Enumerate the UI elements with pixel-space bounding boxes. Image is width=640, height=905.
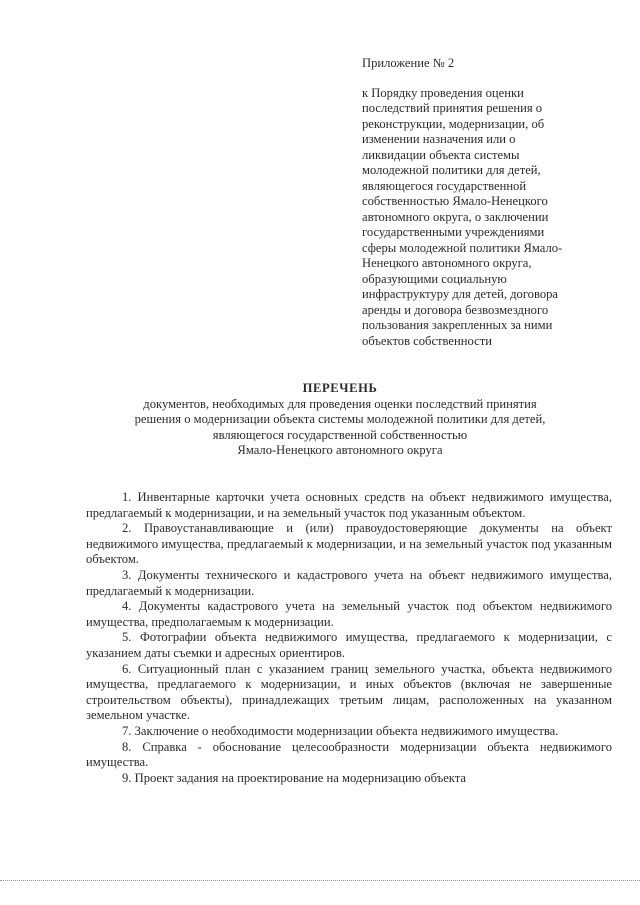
title-subtitle-line: Ямало-Ненецкого автономного округа [237, 443, 443, 457]
appendix-basis-line: пользования закрепленных за ними [362, 318, 553, 332]
title-heading: ПЕРЕЧЕНЬ [302, 381, 378, 395]
list-item: 3. Документы технического и кадастрового учета на объект недвижимого имущества, предлагаемый к модернизации. [86, 567, 612, 598]
appendix-number: Приложение № 2 [362, 56, 455, 70]
list-item: 5. Фотографии объекта недвижимого имущества, предлагаемого к модернизации, с указанием даты съемки и адресных ориентиров. [86, 630, 612, 660]
appendix-basis-line: собственностью Ямало-Ненецкого [362, 194, 548, 208]
title-subtitle-line: решения о модернизации объекта системы молодежной политики для детей, [134, 412, 546, 426]
appendix-reference [362, 56, 610, 349]
appendix-basis-line: последствий принятия решения о [362, 101, 543, 115]
appendix-basis-line: объектов собственности [362, 333, 492, 348]
appendix-basis-line: Ненецкого автономного округа, [362, 256, 532, 270]
appendix-basis-line: к Порядку проведения оценки [362, 85, 524, 100]
title-subtitle-line: являющегося государственной собственностью [212, 427, 468, 442]
appendix-basis-line: автономного округа, о заключении [362, 209, 549, 224]
appendix-basis-line: образующими социальную [362, 271, 507, 286]
list-item: 8. Справка - обоснование целесообразности модернизации объекта недвижимого имущества. [86, 739, 612, 770]
appendix-basis-line: молодежной политики для детей, [362, 163, 541, 177]
list-item: 9. Проект задания на проектирование на модернизацию объекта [122, 770, 466, 785]
title-subtitle-line: документов, необходимых для проведения оценки последствий принятия [143, 396, 537, 411]
appendix-basis-line: реконструкции, модернизации, об [362, 116, 545, 131]
page-bottom-divider [0, 880, 640, 881]
appendix-basis-line: инфраструктуру для детей, договора [362, 287, 559, 301]
appendix-basis [362, 86, 610, 350]
appendix-basis-line: аренды и договора безвозмездного [362, 302, 549, 317]
list-item: 1. Инвентарные карточки учета основных средств на объект недвижимого имущества, предлагаемый к модернизации, и на земельный участок под указанным объектом. [86, 490, 612, 520]
list-item: 6. Ситуационный план с указанием границ земельного участка, объекта недвижимого имущества, предлагаемого к модернизации, и иных объектов (включая не завершенные строительством объекты), принадлежащих третьим лицам, расположенных на указанном земельном участке. [86, 661, 612, 723]
appendix-basis-line: государственными учреждениями [362, 225, 545, 239]
appendix-basis-line: являющегося государственной [362, 178, 527, 193]
appendix-basis-line: сферы молодежной политики Ямало- [362, 240, 563, 255]
appendix-basis-line: изменении назначения или о [362, 132, 516, 146]
documents-list [86, 490, 612, 786]
appendix-basis-line: ликвидации объекта системы [362, 147, 520, 162]
list-item: 7. Заключение о необходимости модернизации объекта недвижимого имущества. [122, 723, 559, 738]
document-title [40, 381, 640, 459]
list-item: 4. Документы кадастрового учета на земельный участок под объектом недвижимого имущества, предполагаемым к модернизации. [86, 599, 612, 629]
list-item: 2. Правоустанавливающие и (или) правоудостоверяющие документы на объект недвижимого имущества, предлагаемый к модернизации, и на земельный участок под указанным объектом. [86, 521, 612, 567]
